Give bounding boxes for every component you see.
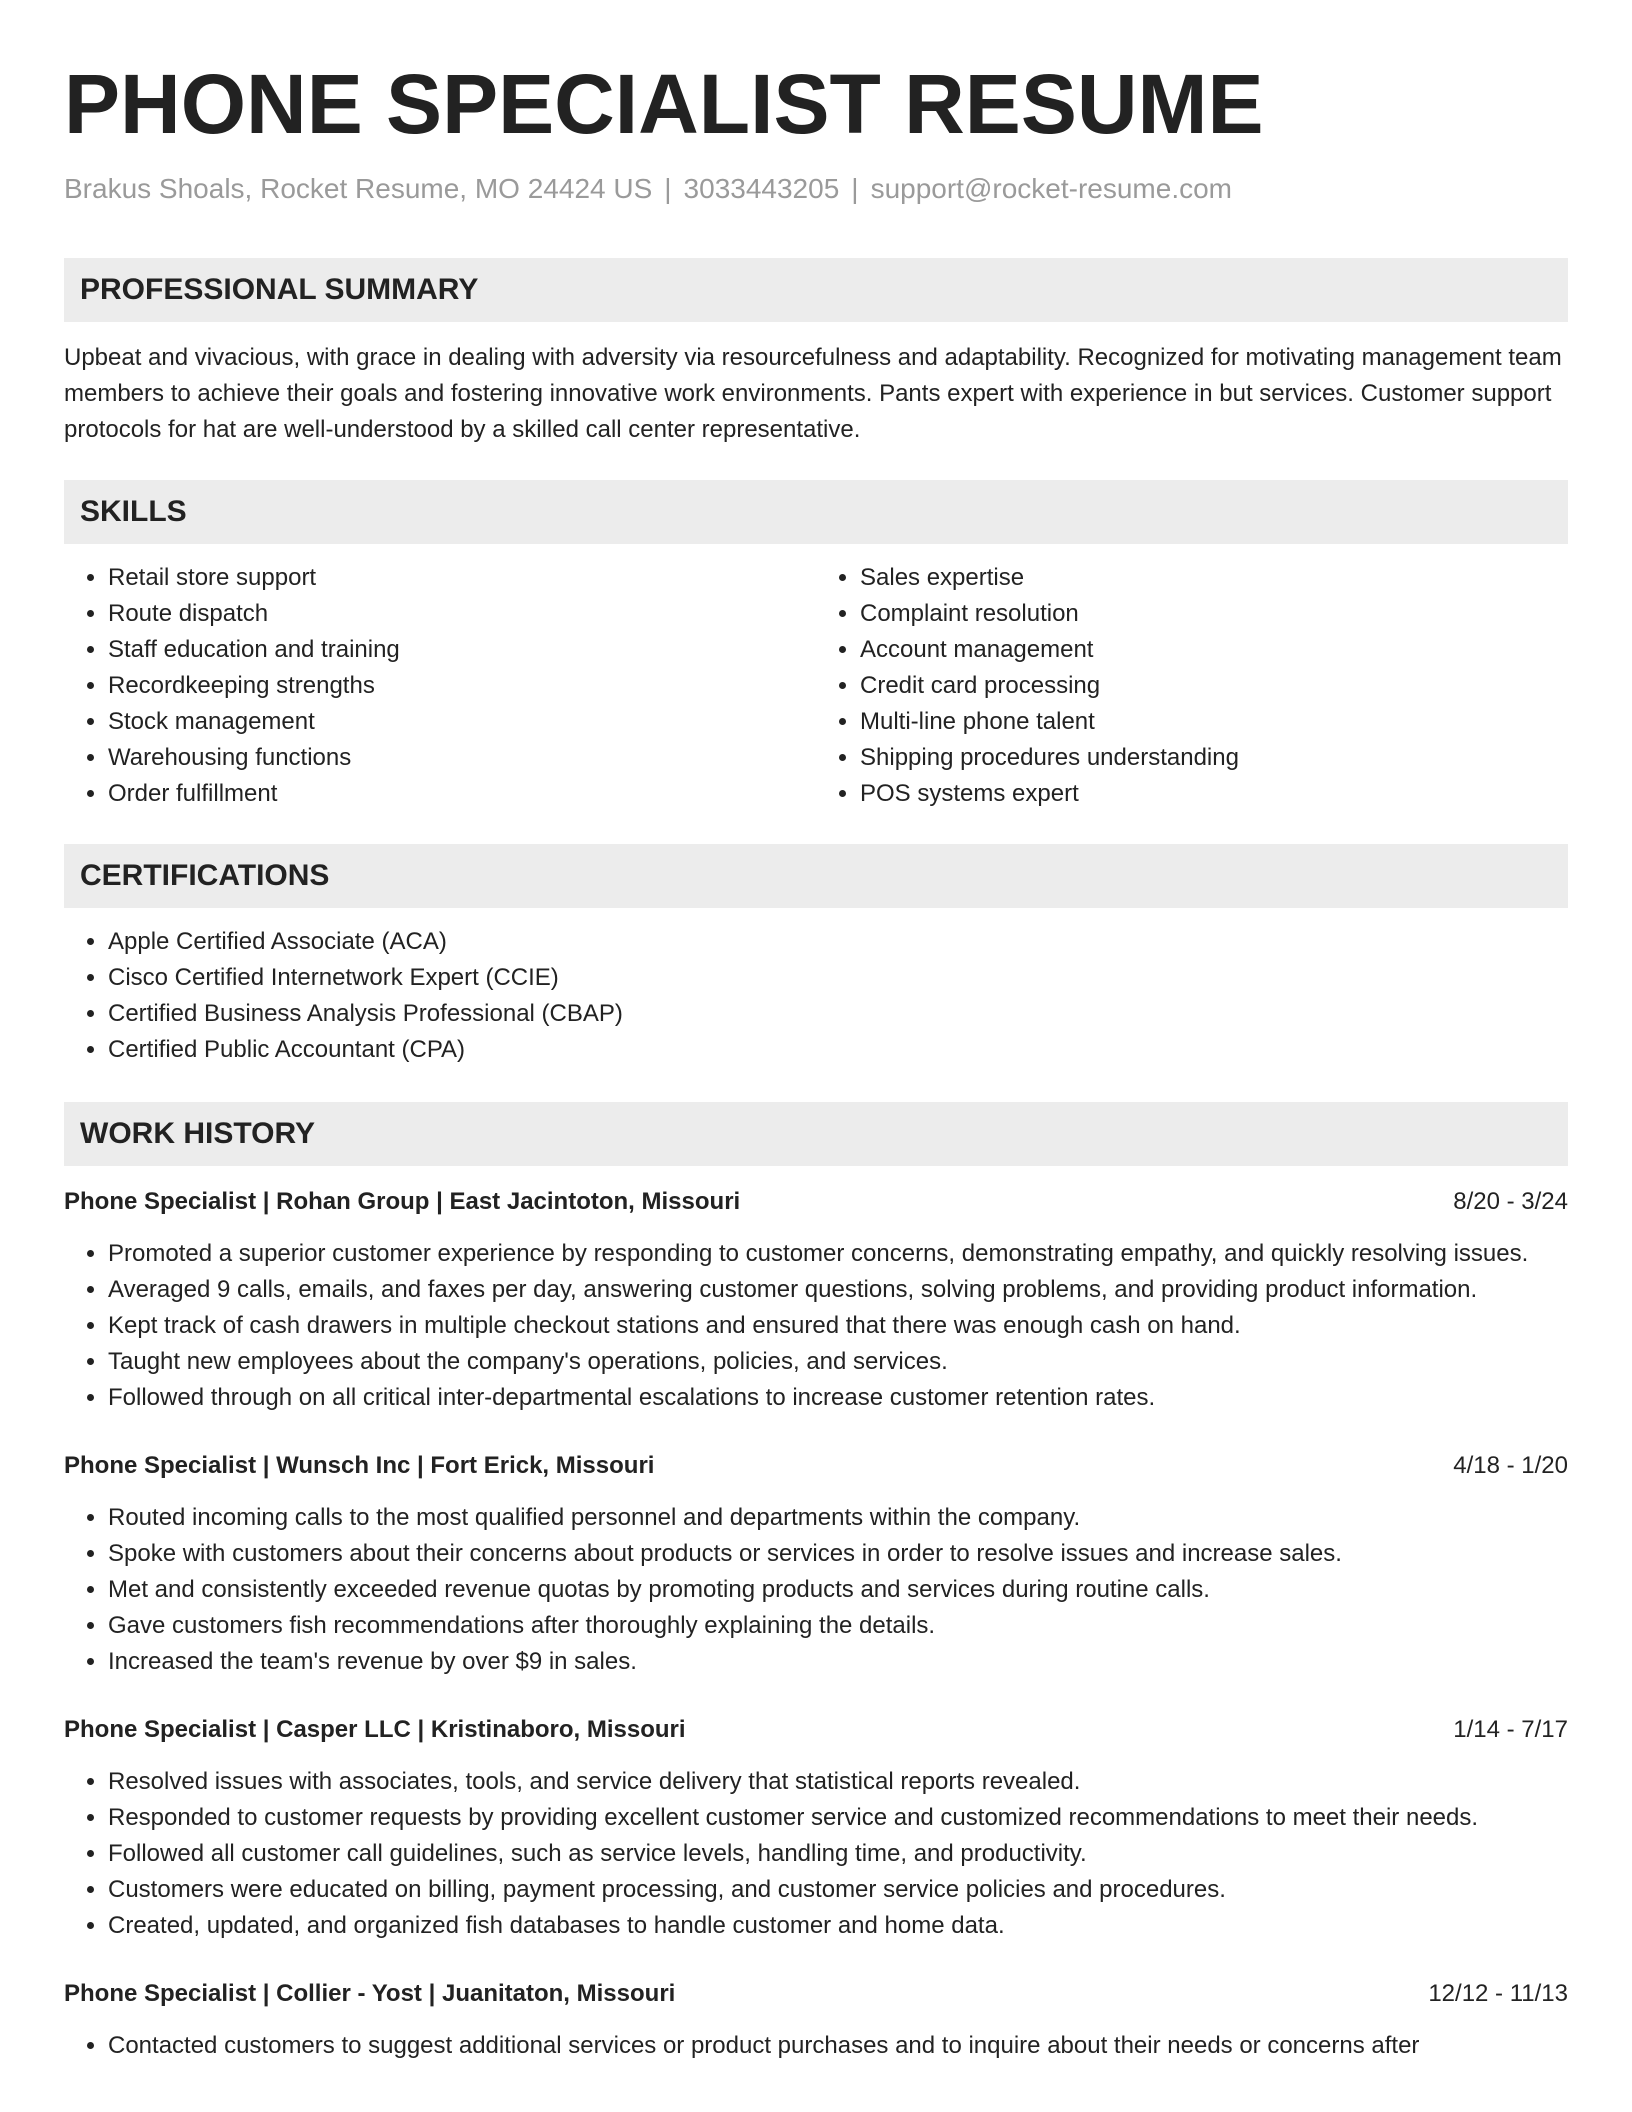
job-bullets	[64, 1500, 1568, 1680]
job-bullet: • Promoted a superior customer experience by responding to customer concerns, demonstrating empathy, and quickly resolving issues.	[108, 1236, 1568, 1272]
contact-line	[64, 172, 1568, 206]
skills-columns	[64, 560, 1568, 812]
job-header	[64, 1712, 1568, 1748]
certification-item: • Certified Public Accountant (CPA)	[108, 1032, 1568, 1068]
skill-item: • Stock management	[108, 704, 816, 740]
skill-item: • Multi-line phone talent	[860, 704, 1568, 740]
contact-separator: |	[851, 173, 859, 204]
job-bullet: • Contacted customers to suggest additional services or product purchases and to inquire about their needs or concerns after	[108, 2028, 1568, 2064]
job-bullets	[64, 2028, 1568, 2064]
job-dates: 8/20 - 3/24	[1453, 1188, 1568, 1215]
job-dates: 1/14 - 7/17	[1453, 1716, 1568, 1743]
skill-item: • POS systems expert	[860, 776, 1568, 812]
resume-title: PHONE SPECIALIST RESUME	[64, 57, 1264, 151]
job-bullet: • Increased the team's revenue by over $9 in sales.	[108, 1644, 1568, 1680]
contact-email[interactable]: support@rocket-resume.com	[870, 173, 1232, 204]
job-bullet: • Kept track of cash drawers in multiple checkout stations and ensured that there was enough cash on hand.	[108, 1308, 1568, 1344]
skill-item: • Account management	[860, 632, 1568, 668]
job-bullet: • Routed incoming calls to the most qualified personnel and departments within the company.	[108, 1500, 1568, 1536]
skills-column-left	[64, 560, 816, 812]
certification-item: • Certified Business Analysis Professional (CBAP)	[108, 996, 1568, 1032]
job-bullet: • Created, updated, and organized fish databases to handle customer and home data.	[108, 1908, 1568, 1944]
section-header-summary: PROFESSIONAL SUMMARY	[64, 258, 1568, 322]
skills-list-right	[816, 560, 1568, 812]
certification-item: • Cisco Certified Internetwork Expert (CCIE)	[108, 960, 1568, 996]
skill-item: • Complaint resolution	[860, 596, 1568, 632]
job-title: Phone Specialist | Casper LLC | Kristinaboro, Missouri	[64, 1716, 686, 1743]
job-bullets	[64, 1764, 1568, 1944]
certification-item: • Apple Certified Associate (ACA)	[108, 924, 1568, 960]
job-bullet: • Averaged 9 calls, emails, and faxes per day, answering customer questions, solving problems, and providing product information.	[108, 1272, 1568, 1308]
skill-item: • Route dispatch	[108, 596, 816, 632]
contact-address: Brakus Shoals, Rocket Resume, MO 24424 US	[64, 173, 653, 204]
job-bullet: • Responded to customer requests by providing excellent customer service and customized recommendations to meet their needs.	[108, 1800, 1568, 1836]
job-dates: 12/12 - 11/13	[1428, 1980, 1568, 2007]
job-bullets	[64, 1236, 1568, 1416]
skill-item: • Order fulfillment	[108, 776, 816, 812]
skill-item: • Sales expertise	[860, 560, 1568, 596]
certifications-list	[64, 924, 1568, 1068]
job-title: Phone Specialist | Collier - Yost | Juanitaton, Missouri	[64, 1980, 676, 2007]
job-title: Phone Specialist | Wunsch Inc | Fort Erick, Missouri	[64, 1452, 655, 1479]
skill-item: • Credit card processing	[860, 668, 1568, 704]
skill-item: • Staff education and training	[108, 632, 816, 668]
job-bullet: • Gave customers fish recommendations after thoroughly explaining the details.	[108, 1608, 1568, 1644]
section-header-skills: SKILLS	[64, 480, 1568, 544]
job-entry	[64, 1712, 1568, 1944]
skill-item: • Warehousing functions	[108, 740, 816, 776]
job-bullet: • Spoke with customers about their concerns about products or services in order to resolve issues and increase sales.	[108, 1536, 1568, 1572]
job-bullet: • Followed through on all critical inter-departmental escalations to increase customer retention rates.	[108, 1380, 1568, 1416]
section-header-work-history: WORK HISTORY	[64, 1102, 1568, 1166]
job-bullet: • Taught new employees about the company's operations, policies, and services.	[108, 1344, 1568, 1380]
skills-column-right	[816, 560, 1568, 812]
job-entry	[64, 1976, 1568, 2064]
job-entry	[64, 1448, 1568, 1680]
job-dates: 4/18 - 1/20	[1453, 1452, 1568, 1479]
skill-item: • Retail store support	[108, 560, 816, 596]
job-bullet: • Customers were educated on billing, payment processing, and customer service policies and procedures.	[108, 1872, 1568, 1908]
job-header	[64, 1448, 1568, 1484]
job-bullet: • Met and consistently exceeded revenue quotas by promoting products and services during routine calls.	[108, 1572, 1568, 1608]
contact-separator: |	[664, 173, 672, 204]
job-header	[64, 1976, 1568, 2012]
skill-item: • Shipping procedures understanding	[860, 740, 1568, 776]
contact-phone[interactable]: 3033443205	[683, 173, 840, 204]
summary-text: Upbeat and vivacious, with grace in dealing with adversity via resourcefulness and adaptability. Recognized for motivating management team members to achieve their goals and fostering innovative work environments. Pants expert with experience in but services. Customer support protocols for hat are well-understood by a skilled call center representative.	[64, 344, 1562, 443]
job-bullet: • Resolved issues with associates, tools, and service delivery that statistical reports revealed.	[108, 1764, 1568, 1800]
job-title: Phone Specialist | Rohan Group | East Jacintoton, Missouri	[64, 1188, 741, 1215]
section-header-certifications: CERTIFICATIONS	[64, 844, 1568, 908]
job-entry	[64, 1184, 1568, 1416]
skill-item: • Recordkeeping strengths	[108, 668, 816, 704]
job-bullet: • Followed all customer call guidelines, such as service levels, handling time, and productivity.	[108, 1836, 1568, 1872]
job-header	[64, 1184, 1568, 1220]
skills-list-left	[64, 560, 816, 812]
